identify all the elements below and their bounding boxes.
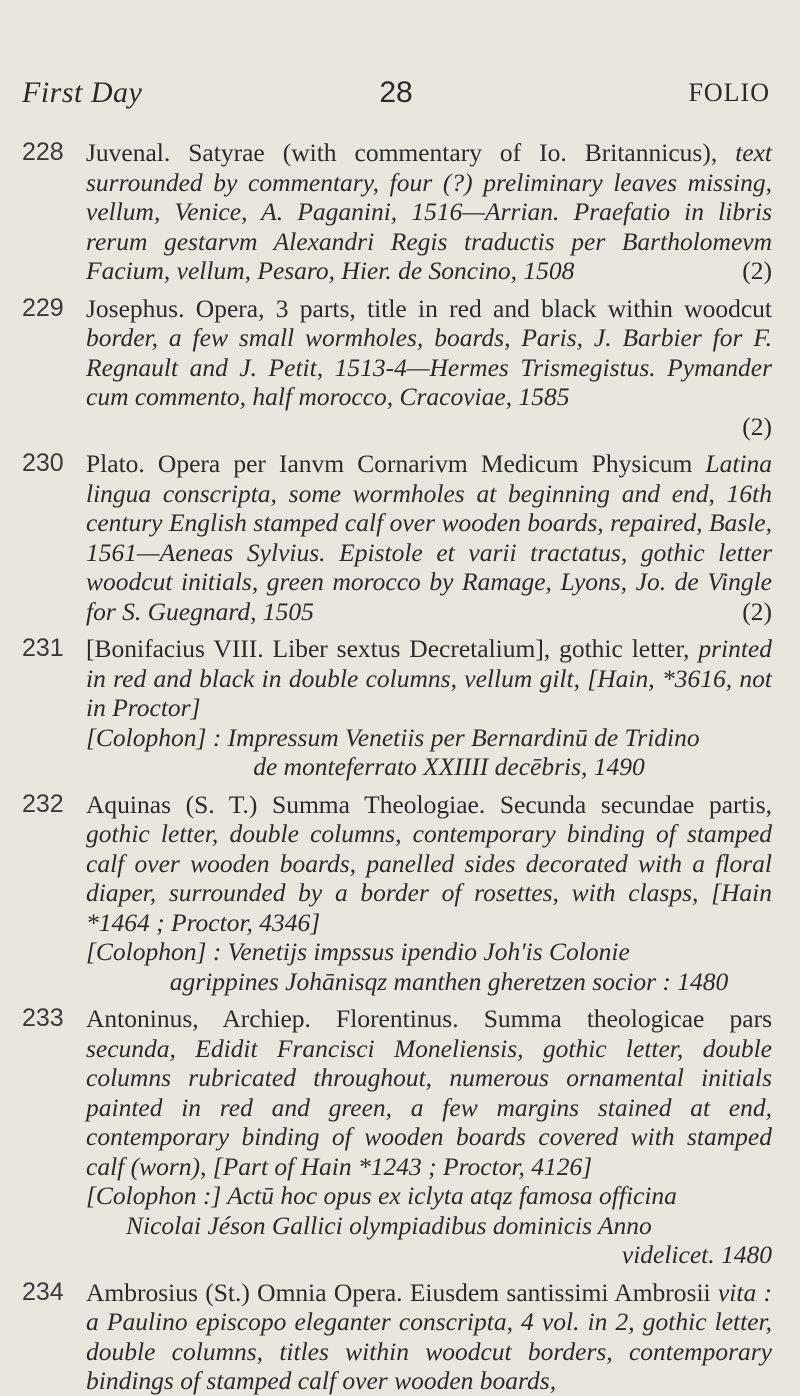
- lot-text: [86, 1278, 772, 1396]
- lot-colophon: [Colophon] : Venetijs impssus ipendio Joh'is Colonie: [86, 937, 630, 966]
- lot-entry: [22, 790, 772, 997]
- lot-number: 230: [22, 449, 64, 477]
- lot-colophon-end: videlicet. 1480: [621, 1240, 772, 1269]
- lot-title: Ambrosius (St.) Omnia Opera. Eiusdem santissimi Ambrosii: [86, 1277, 711, 1307]
- lot-number: 234: [22, 1277, 64, 1306]
- lot-price: (2): [742, 596, 772, 626]
- lot-entry: [22, 449, 772, 626]
- lot-text: [86, 1004, 772, 1270]
- lot-description: secunda, Edidit Francisci Moneliensis, gothic letter, double columns rubricated throughout, numerous ornamental initials painted in red and green, a few margins stained at end, contemporary binding of wooden boards covered with stamped calf (worn), [Part of Hain *1243 ; Proctor, 4126]: [86, 1033, 772, 1181]
- running-head-right: FOLIO: [688, 78, 770, 107]
- lot-title: Juvenal. Satyrae (with commentary of Io. Britannicus),: [86, 138, 718, 167]
- lot-text: [86, 294, 772, 442]
- lot-entry: [22, 634, 772, 782]
- lot-description: border, a few small wormholes, boards, Paris, J. Barbier for F. Regnault and J. Petit, 1513-4—Hermes Trismegistus. Pymander cum commento, half morocco, Cracoviae, 1585: [86, 323, 772, 411]
- lot-title: Aquinas (S. T.) Summa Theologiae. Secunda secundae partis,: [86, 789, 772, 819]
- lot-title: Plato. Opera per Ianvm Cornarivm Medicum Physicum: [86, 449, 693, 478]
- lot-title: [Bonifacius VIII. Liber sextus Decretalium], gothic letter,: [86, 634, 690, 663]
- page-header: [22, 76, 770, 116]
- lot-title: Josephus. Opera, 3 parts, title in red and black within woodcut: [86, 293, 772, 323]
- lot-entry: [22, 294, 772, 442]
- lot-colophon-end: agrippines Johānisqz manthen gheretzen socior : 1480: [169, 966, 729, 996]
- lot-description: Latina lingua conscripta, some wormholes at beginning and end, 16th century English stamped calf over wooden boards, repaired, Basle, 1561—Aeneas Sylvius. Epistole et varii tractatus, gothic letter woodcut initials, green morocco by Ramage, Lyons, Jo. de Vingle for S. Guegnard, 1505: [86, 449, 773, 626]
- lot-text: [86, 449, 772, 626]
- lot-description: gothic letter, double columns, contemporary binding of stamped calf over wooden boards, panelled sides decorated with a floral diaper, surrounded by a border of rosettes, with clasps, [Hain *1464 ; Proctor, 4346]: [86, 819, 772, 937]
- lot-price: (2): [742, 256, 772, 285]
- lot-text: [86, 634, 772, 782]
- lot-number: 229: [22, 293, 64, 322]
- lot-number: 228: [22, 138, 64, 166]
- lot-number: 231: [22, 634, 64, 662]
- lot-text: [86, 790, 772, 997]
- lot-number: 233: [22, 1004, 64, 1032]
- lot-number: 232: [22, 789, 64, 818]
- lot-description: vita : a Paulino episcopo eleganter conscripta, 4 vol. in 2, gothic letter, double columns, titles within woodcut borders, contemporary bindings of stamped calf over wooden boards,: [86, 1277, 772, 1395]
- lot-entry: [22, 1277, 772, 1395]
- lot-description: printed in red and black in double columns, vellum gilt, [Hain, *3616, not in Proctor]: [86, 634, 772, 722]
- running-head-left: First Day: [22, 76, 143, 109]
- lot-colophon: [Colophon :] Actū hoc opus ex iclyta atqz famosa officina: [86, 1181, 677, 1210]
- lot-description: text surrounded by commentary, four (?) preliminary leaves missing, vellum, Venice, A. Paganini, 1516—Arrian. Praefatio in libris rerum gestarvm Alexandri Regis traductis per Bartholomevm Facium, vellum, Pesaro, Hier. de Soncino, 1508: [86, 138, 772, 285]
- lot-price: (2): [742, 411, 772, 441]
- lot-title: Antoninus, Archiep. Florentinus. Summa theologicae pars: [86, 1004, 772, 1033]
- lot-colophon: [Colophon] : Impressum Venetiis per Bernardinū de Tridino: [86, 722, 700, 752]
- lot-colophon-mid: Nicolai Jéson Gallici olympiadibus dominicis Anno: [126, 1210, 652, 1240]
- lot-text: [86, 138, 772, 286]
- page-number: 28: [379, 76, 413, 109]
- lot-entry: [22, 138, 772, 286]
- lot-colophon-end: de monteferrato XXIIII decēbris, 1490: [253, 752, 645, 781]
- lot-entry: [22, 1004, 772, 1270]
